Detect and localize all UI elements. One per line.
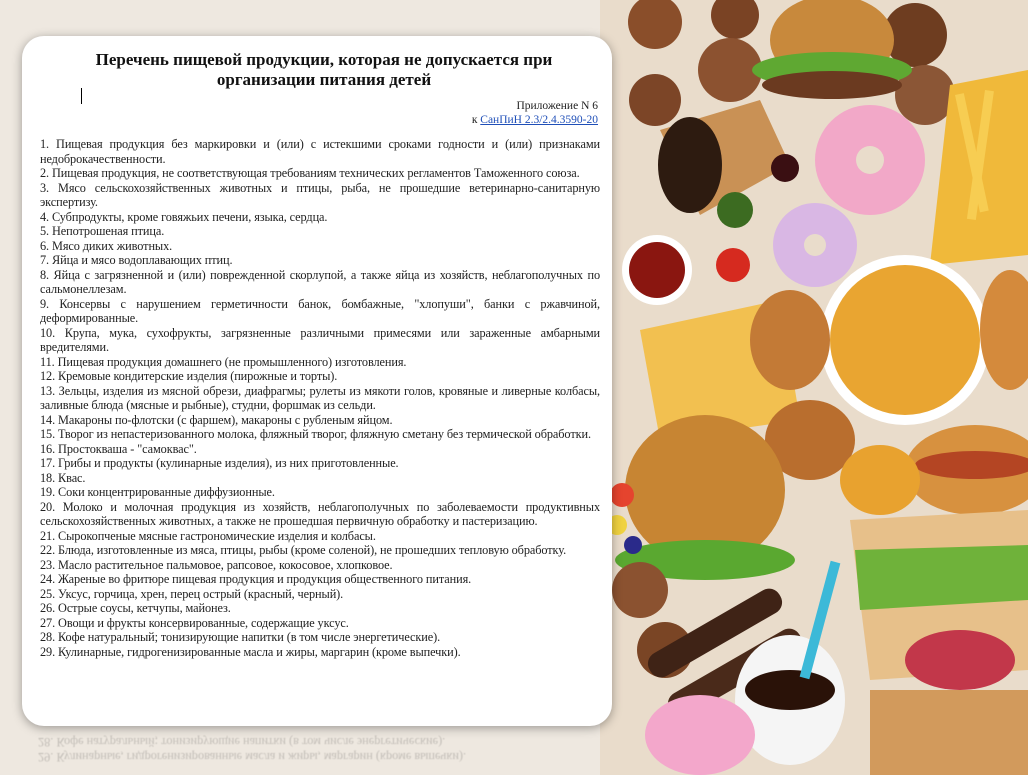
list-item: 10. Крупа, мука, сухофрукты, загрязненные различными примесями или зараженные амбарными вредителями. bbox=[40, 325, 600, 354]
list-item: 1. Пищевая продукция без маркировки и (или) с истекшими сроками годности и (или) признаками недоброкачественности. bbox=[40, 137, 600, 166]
list-item: 18. Квас. bbox=[40, 470, 86, 485]
appendix-prefix: к bbox=[471, 114, 478, 126]
list-item: 16. Простокваша - "самоквас". bbox=[40, 441, 197, 456]
list-item: 23. Масло растительное пальмовое, рапсовое, кокосовое, хлопковое. bbox=[40, 557, 393, 572]
list-item: 3. Мясо сельскохозяйственных животных и птицы, рыба, не прошедшие ветеринарно-санитарную экспертизу. bbox=[40, 180, 600, 209]
list-item: 9. Консервы с нарушением герметичности банок, бомбажные, "хлопуши", банки с ржавчиной, деформированные. bbox=[40, 296, 600, 325]
list-item: 11. Пищевая продукция домашнего (не промышленного) изготовления. bbox=[40, 354, 407, 369]
list-item: 6. Мясо диких животных. bbox=[40, 238, 173, 253]
list-item: 8. Яйца с загрязненной и (или) поврежденной скорлупой, а также яйца из хозяйств, неблагополучных по сальмонеллезам. bbox=[40, 267, 600, 296]
list-item: 17. Грибы и продукты (кулинарные изделия), из них приготовленные. bbox=[40, 456, 399, 470]
list-item: 24. Жареные во фритюре пищевая продукция и продукция общественного питания. bbox=[40, 572, 472, 586]
prohibited-products-list bbox=[40, 137, 600, 659]
list-item: 12. Кремовые кондитерские изделия (пирожные и торты). bbox=[40, 369, 338, 383]
text-cursor bbox=[81, 88, 82, 104]
document-reflection bbox=[38, 735, 598, 764]
document-title: Перечень пищевой продукции, которая не допускается при организации питания детей bbox=[95, 50, 553, 89]
list-item: 15. Творог из непастеризованного молока, фляжный творог, фляжную сметану без термической обработки. bbox=[40, 427, 591, 441]
list-item: 7. Яйца и мясо водоплавающих птиц. bbox=[40, 253, 233, 267]
list-item: 4. Субпродукты, кроме говяжьих печени, языка, сердца. bbox=[40, 209, 328, 224]
appendix-label: Приложение N 6 bbox=[516, 100, 598, 112]
list-item: 26. Острые соусы, кетчупы, майонез. bbox=[40, 601, 231, 615]
list-item: 25. Уксус, горчица, хрен, перец острый (красный, черный). bbox=[40, 586, 344, 601]
appendix-reference bbox=[472, 99, 598, 127]
list-item: 22. Блюда, изготовленные из мяса, птицы, рыбы (кроме соленой), не прошедших тепловую обработку. bbox=[40, 543, 567, 557]
list-item: 2. Пищевая продукция, не соответствующая требованиям технических регламентов Таможенного союза. bbox=[40, 166, 580, 180]
list-item: 5. Непотрошеная птица. bbox=[40, 224, 165, 238]
list-item: 28. Кофе натуральный; тонизирующие напитки (в том числе энергетические). bbox=[40, 630, 441, 644]
sanpin-link[interactable]: СанПиН 2.3/2.4.3590-20 bbox=[480, 114, 598, 126]
list-item: 19. Соки концентрированные диффузионные. bbox=[40, 485, 275, 499]
reflection-line-28: 28. Кофе натуральный; тонизирующие напитки (в том числе энергетические). bbox=[38, 735, 446, 750]
list-item: 13. Зельцы, изделия из мясной обрези, диафрагмы; рулеты из мякоти голов, кровяные и ливерные колбасы, заливные блюда (мясные и рыбные), студни, форшмак из сельди. bbox=[40, 383, 600, 412]
list-item: 29. Кулинарные, гидрогенизированные масла и жиры, маргарин (кроме выпечки). bbox=[40, 644, 461, 659]
document-card bbox=[22, 36, 612, 726]
list-item: 14. Макароны по-флотски (с фаршем), макароны с рубленым яйцом. bbox=[40, 412, 393, 427]
list-item: 27. Овощи и фрукты консервированные, содержащие уксус. bbox=[40, 615, 349, 630]
list-item: 20. Молоко и молочная продукция из хозяйств, неблагополучных по заболеваемости продуктивных сельскохозяйственных животных, а также не прошедшая первичную обработку и пастеризацию. bbox=[40, 499, 600, 528]
list-item: 21. Сырокопченые мясные гастрономические изделия и колбасы. bbox=[40, 528, 376, 543]
appendix-source bbox=[472, 113, 598, 127]
reflection-line-29: 29. Кулинарные, гидрогенизированные масла и жиры, маргарин (кроме выпечки). bbox=[38, 750, 467, 764]
